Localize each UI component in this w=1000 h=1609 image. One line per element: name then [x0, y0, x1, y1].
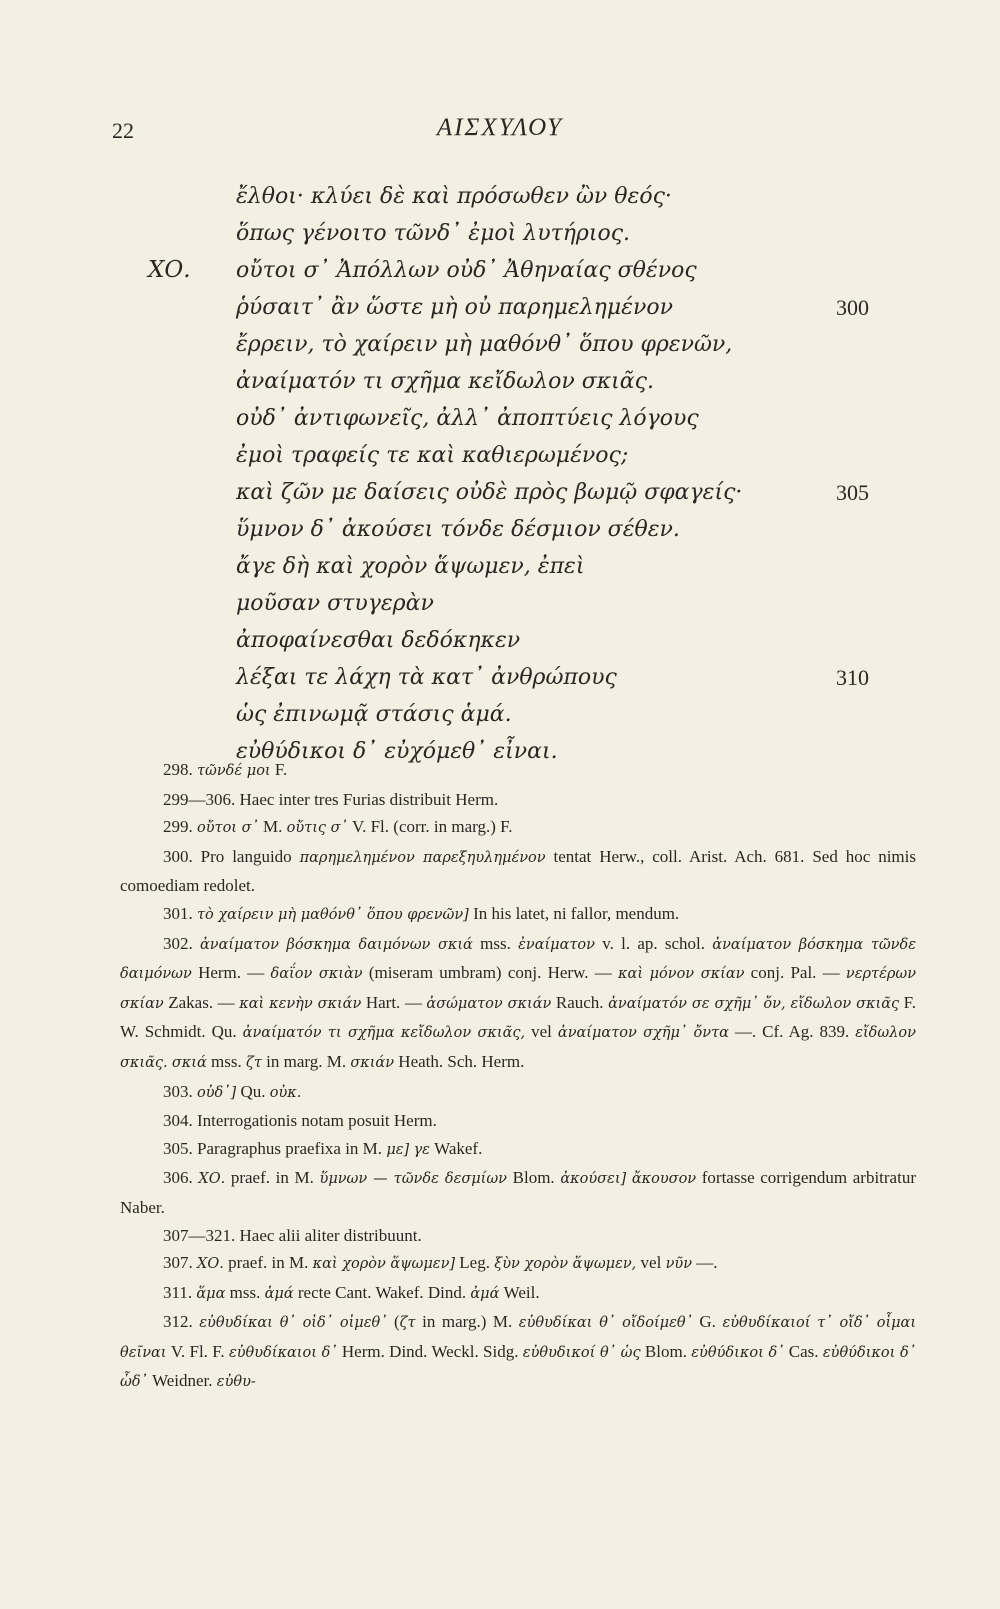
speaker-label: ΧΟ. — [148, 257, 191, 283]
greek-reading: νερτέρων σκίαν — [120, 966, 917, 1012]
verse-text: ὕμνον δ᾽ ἀκούσει τόνδε δέσμιον σέθεν. — [236, 517, 680, 542]
greek-reading: ΧΟ. — [198, 1171, 226, 1188]
note-text: ( — [387, 1312, 400, 1332]
greek-reading: εὐθύδικοι δ᾽ ὧδ᾽ — [120, 1344, 917, 1391]
greek-reading: νῦν — [665, 1256, 693, 1273]
verse-line — [236, 548, 916, 585]
critical-apparatus — [120, 756, 916, 1397]
greek-reading: ἀναίματον σχῆμ᾽ ὄντα — [557, 1025, 729, 1042]
apparatus-note — [120, 900, 916, 930]
verse-line — [236, 437, 916, 474]
note-text: mss. — [472, 933, 519, 953]
verse-text: ἔρρειν, τὸ χαίρειν μὴ μαθόνθ᾽ ὅπου φρενῶν, — [236, 332, 733, 357]
line-number: 310 — [836, 665, 869, 690]
note-text: F. W. Schmidt. Qu. — [120, 992, 917, 1042]
verse-text: εὐθύδικοι δ᾽ εὐχόμεθ᾽ εἶναι. — [236, 739, 558, 764]
verse-text: ἔλθοι· κλύει δὲ καὶ πρόσωθεν ὢν θεός· — [236, 184, 672, 209]
greek-reading: ἀναίματον βόσκημα τῶνδε δαιμόνων — [120, 936, 916, 983]
note-text: 304. Interrogationis notam posuit Herm. — [163, 1111, 437, 1131]
note-text: 307. — [163, 1253, 197, 1273]
note-text: 300. Pro languido — [163, 846, 300, 866]
note-text: Zakas. — — [163, 992, 240, 1012]
note-text: praef. in M. — [225, 1168, 320, 1188]
greek-reading: εὐθυ- — [216, 1374, 256, 1391]
verse-text: ὡς ἐπινωμᾷ στάσις ἁμά. — [236, 702, 512, 727]
running-title: ΑΙΣΧΥΛΟΥ — [436, 114, 564, 141]
greek-reading: γε — [413, 1141, 430, 1158]
verse-text: λέξαι τε λάχη τὰ κατ᾽ ἀνθρώπους — [236, 665, 617, 690]
apparatus-note — [120, 786, 916, 814]
line-number: 300 — [836, 295, 869, 320]
note-text: V. Fl. (corr. in marg.) F. — [347, 817, 513, 837]
note-text: Wakef. — [429, 1138, 483, 1158]
note-text: —. — [692, 1253, 718, 1273]
greek-reading: οὐδ᾽] — [197, 1084, 237, 1101]
note-text: vel — [525, 1022, 558, 1042]
verse-line — [236, 289, 916, 326]
verse-line — [236, 622, 916, 659]
greek-reading: οὐκ. — [269, 1084, 302, 1101]
greek-reading: εὐθύδικοι δ᾽ — [691, 1344, 785, 1361]
note-text: Herm. — — [191, 963, 271, 983]
note-text: 299—306. Haec inter tres Furias distribuit Herm. — [163, 789, 499, 809]
greek-reading: σκιάν — [350, 1054, 395, 1071]
greek-reading: οὔτις σ᾽ — [286, 820, 348, 837]
note-text: praef. in M. — [223, 1253, 313, 1273]
note-text: Hart. — — [361, 992, 427, 1012]
verse-text: καὶ ζῶν με δαίσεις οὐδὲ πρὸς βωμῷ σφαγείς· — [236, 480, 743, 505]
greek-reading: ζτ — [399, 1315, 416, 1332]
verse-text: ῥύσαιτ᾽ ἂν ὥστε μὴ οὐ παρημελημένον — [236, 295, 673, 320]
greek-reading: οὔτοι σ᾽ — [197, 820, 259, 837]
verse-line — [236, 326, 916, 363]
verse-text: ἀναίματόν τι σχῆμα κεἴδωλον σκιᾶς. — [236, 369, 654, 394]
verse-line — [236, 400, 916, 437]
verse-text: οὔτοι σ᾽ Ἀπόλλων οὐδ᾽ Ἀθηναίας σθένος — [236, 258, 697, 283]
greek-reading: καὶ μόνον σκίαν — [618, 966, 745, 983]
note-text: 307—321. Haec alii aliter distribuunt. — [163, 1225, 422, 1245]
greek-reading: ἀσώματον σκιάν — [426, 995, 552, 1012]
verse-text: μοῦσαν στυγερὰν — [236, 591, 434, 616]
note-text: 312. — [163, 1312, 200, 1332]
note-text: 299. — [163, 817, 197, 837]
greek-reading: με] — [386, 1141, 410, 1158]
apparatus-note — [120, 1279, 916, 1309]
note-text: In his latet, ni fallor, mendum. — [468, 903, 680, 923]
verse-text: ἐμοὶ τραφείς τε καὶ καθιερωμένος; — [236, 443, 629, 468]
greek-reading: ἐναίματον — [518, 936, 595, 953]
note-text: Leg. — [455, 1253, 495, 1273]
note-text: Rauch. — [551, 992, 609, 1012]
greek-reading: ξὺν χορὸν ἅψωμεν, — [494, 1256, 637, 1273]
note-text: 311. — [163, 1282, 197, 1302]
note-text: v. l. ap. schol. — [594, 933, 713, 953]
greek-reading: ἀναίματόν τι σχῆμα κεἴδωλον σκιᾶς, — [242, 1025, 526, 1042]
greek-reading: τὸ χαίρειν μὴ μαθόνθ᾽ ὅπου φρενῶν] — [197, 906, 469, 923]
verse-line — [236, 585, 916, 622]
greek-reading: ἀκούσει] — [560, 1171, 627, 1188]
verse-line — [148, 252, 916, 289]
note-text: V. Fl. F. — [166, 1341, 229, 1361]
greek-reading: ἀναίματόν σε σχῆμ᾽ ὄν, εἴδωλον σκιᾶς — [608, 995, 900, 1012]
note-text: Heath. Sch. Herm. — [394, 1051, 525, 1071]
greek-reading: ἁμά — [264, 1285, 294, 1302]
page-number: 22 — [112, 118, 134, 143]
apparatus-note — [120, 1107, 916, 1135]
note-text: 303. — [163, 1081, 197, 1101]
greek-reading: ἄκουσον — [631, 1171, 697, 1188]
apparatus-note — [120, 1135, 916, 1165]
note-text: —. Cf. Ag. 839. — [728, 1022, 856, 1042]
verse-line — [236, 696, 916, 733]
apparatus-note — [120, 1249, 916, 1279]
note-text: vel — [636, 1253, 666, 1273]
greek-reading: δαΐον σκιὰν — [270, 966, 363, 983]
note-text: 298. — [163, 760, 197, 779]
greek-reading: εἴδωλον σκιᾶς. — [120, 1025, 916, 1071]
note-text: 306. — [163, 1168, 199, 1188]
greek-reading: εὐθυδικοί θ᾽ ὡς — [522, 1344, 641, 1361]
verse-text: ἀποφαίνεσθαι δεδόκηκεν — [236, 628, 521, 653]
verse-line — [236, 659, 916, 696]
greek-reading: ζτ — [245, 1054, 262, 1071]
note-text: Herm. Dind. Weckl. Sidg. — [337, 1341, 523, 1361]
greek-reading: καὶ χορὸν ἅψωμεν] — [312, 1256, 456, 1273]
note-text: in marg.) M. — [415, 1312, 519, 1332]
note-text: M. — [258, 817, 287, 837]
note-text: mss. — [206, 1051, 246, 1071]
greek-reading: εὐθυδίκαιοί τ᾽ οἴδ᾽ οἶμαι θεῖναι — [120, 1315, 917, 1361]
note-text: 305. Paragraphus praefixa in M. — [163, 1138, 387, 1158]
verse-text: ὅπως γένοιτο τῶνδ᾽ ἐμοὶ λυτήριος. — [236, 221, 631, 246]
note-text: recte Cant. Wakef. Dind. — [293, 1282, 471, 1302]
note-text: Blom. — [640, 1341, 692, 1361]
greek-reading: παρημελημένον παρεξηυλημένον — [299, 849, 546, 866]
note-text: in marg. M. — [261, 1051, 351, 1071]
note-text: Cas. — [784, 1341, 823, 1361]
apparatus-note — [120, 1308, 916, 1397]
apparatus-note — [120, 1164, 916, 1221]
verse-text: οὐδ᾽ ἀντιφωνεῖς, ἀλλ᾽ ἀποπτύεις λόγους — [236, 406, 699, 431]
greek-reading: εὐθυδίκαι θ᾽ οἰδ᾽ οἰμεθ᾽ — [199, 1315, 388, 1332]
verse-line — [236, 511, 916, 548]
greek-reading: ἀμά — [470, 1285, 500, 1302]
note-text: Qu. — [236, 1081, 270, 1101]
apparatus-note — [120, 843, 916, 900]
apparatus-note — [120, 813, 916, 843]
verse-line — [236, 474, 916, 511]
line-number: 305 — [836, 480, 869, 505]
verse-line — [236, 178, 916, 215]
note-text: Weidner. — [147, 1371, 217, 1391]
note-text: conj. Pal. — — [744, 963, 846, 983]
greek-reading: καὶ κενὴν σκιάν — [239, 995, 362, 1012]
note-text: (miseram umbram) conj. Herw. — — [362, 963, 619, 983]
greek-reading: ἅμα — [196, 1285, 226, 1302]
apparatus-note — [120, 1078, 916, 1108]
note-text: 301. — [163, 903, 197, 923]
greek-reading: ὕμνων — τῶνδε δεσμίων — [319, 1171, 507, 1188]
greek-reading: εὐθυδίκαι θ᾽ οἴδοίμεθ᾽ — [518, 1315, 693, 1332]
apparatus-note — [120, 756, 916, 786]
apparatus-note — [120, 930, 916, 1078]
note-text: G. — [692, 1312, 723, 1332]
note-text: F. — [270, 760, 288, 779]
note-text: Weil. — [499, 1282, 540, 1302]
greek-reading: ἀναίματον βόσκημα δαιμόνων σκιά — [200, 936, 473, 953]
greek-reading: σκιά — [171, 1054, 207, 1071]
verse-line — [236, 363, 916, 400]
note-text: fortasse corrigendum arbitratur Naber. — [120, 1168, 916, 1217]
apparatus-note — [120, 1222, 916, 1250]
note-text: tentat Herw., coll. Arist. Ach. 681. Sed hoc nimis comoediam redolet. — [120, 846, 916, 896]
verse-text: ἄγε δὴ καὶ χορὸν ἅψωμεν, ἐπεὶ — [236, 554, 585, 579]
verse-line — [236, 215, 916, 252]
note-text: Blom. — [507, 1168, 561, 1188]
greek-reading: εὐθυδίκαιοι δ᾽ — [228, 1344, 338, 1361]
greek-reading: ΧΟ. — [197, 1256, 224, 1273]
note-text: 302. — [163, 933, 201, 953]
note-text: mss. — [225, 1282, 265, 1302]
greek-reading: τῶνδέ μοι — [197, 763, 271, 779]
